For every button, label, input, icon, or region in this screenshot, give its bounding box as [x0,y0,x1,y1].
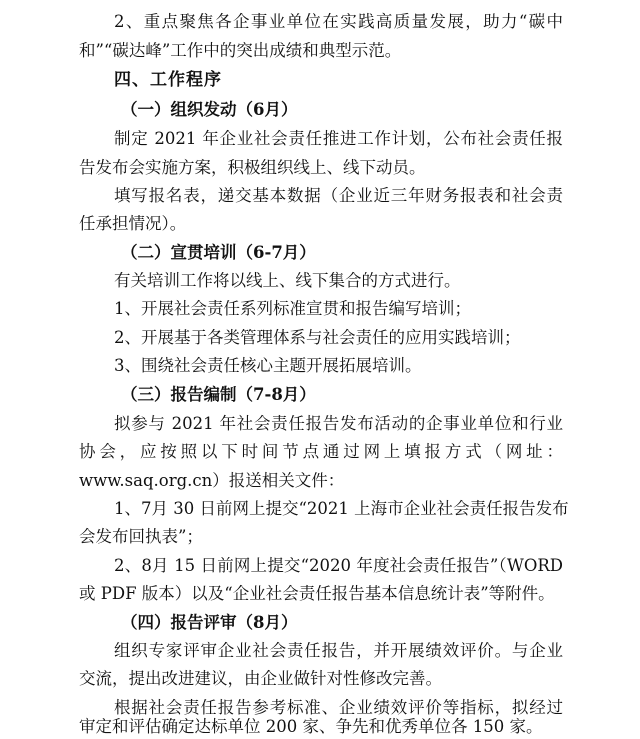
paragraph-line: 审定和评估确定达标单位 200 家、争先和优秀单位各 150 家。 [79,717,543,736]
paragraph-line: 填写报名表，递交基本数据（企业近三年财务报表和社会责 [114,186,563,205]
list-item: 会发布回执表”； [79,527,203,546]
paragraph-line: www.saq.org.cn）报送相关文件： [79,471,345,490]
paragraph-line: 协会，应按照以下时间节点通过网上填报方式（网址： [79,442,563,461]
subsection-heading: （一）组织发动（6月） [121,100,298,119]
paragraph-line: 任承担情况）。 [79,214,187,233]
paragraph-line: 和”“碳达峰”工作中的突出成绩和典型示范。 [79,41,402,60]
paragraph-line: 制定 2021 年企业社会责任推进工作计划，公布社会责任报 [114,129,563,148]
paragraph-line: 2、重点聚焦各企事业单位在实践高质量发展，助力“碳中 [114,12,563,31]
paragraph-line: 交流，提出改进建议，由企业做针对性修改完善。 [79,669,442,688]
list-item: 2、开展基于各类管理体系与社会责任的应用实践培训； [114,328,521,347]
subsection-heading: （四）报告评审（8月） [121,613,298,632]
list-item: 3、围绕社会责任核心主题开展拓展培训。 [114,356,422,375]
paragraph-line: 组织专家评审企业社会责任报告，并开展绩效评价。与企业 [114,641,563,660]
section-heading: 四、工作程序 [114,70,222,90]
paragraph-line: 告发布会实施方案，积极组织线上、线下动员。 [79,158,426,177]
list-item: 1、开展社会责任系列标准宣贯和报告编写培训； [114,299,471,318]
subsection-heading: （三）报告编制（7-8月） [121,385,316,404]
list-item: 或 PDF 版本）以及“企业社会责任报告基本信息统计表”等附件。 [79,584,555,603]
paragraph-line: 根据社会责任报告参考标准、企业绩效评价等指标，拟经过 [114,698,563,717]
paragraph-line: 拟参与 2021 年社会责任报告发布活动的企事业单位和行业 [114,414,563,433]
list-item: 2、8月 15 日前网上提交“2020 年度社会责任报告”（WORD [114,556,563,575]
paragraph-line: 有关培训工作将以线上、线下集合的方式进行。 [114,271,461,290]
list-item: 1、7月 30 日前网上提交“2021 上海市企业社会责任报告发布 [114,499,569,518]
subsection-heading: （二）宣贯培训（6-7月） [121,243,316,262]
